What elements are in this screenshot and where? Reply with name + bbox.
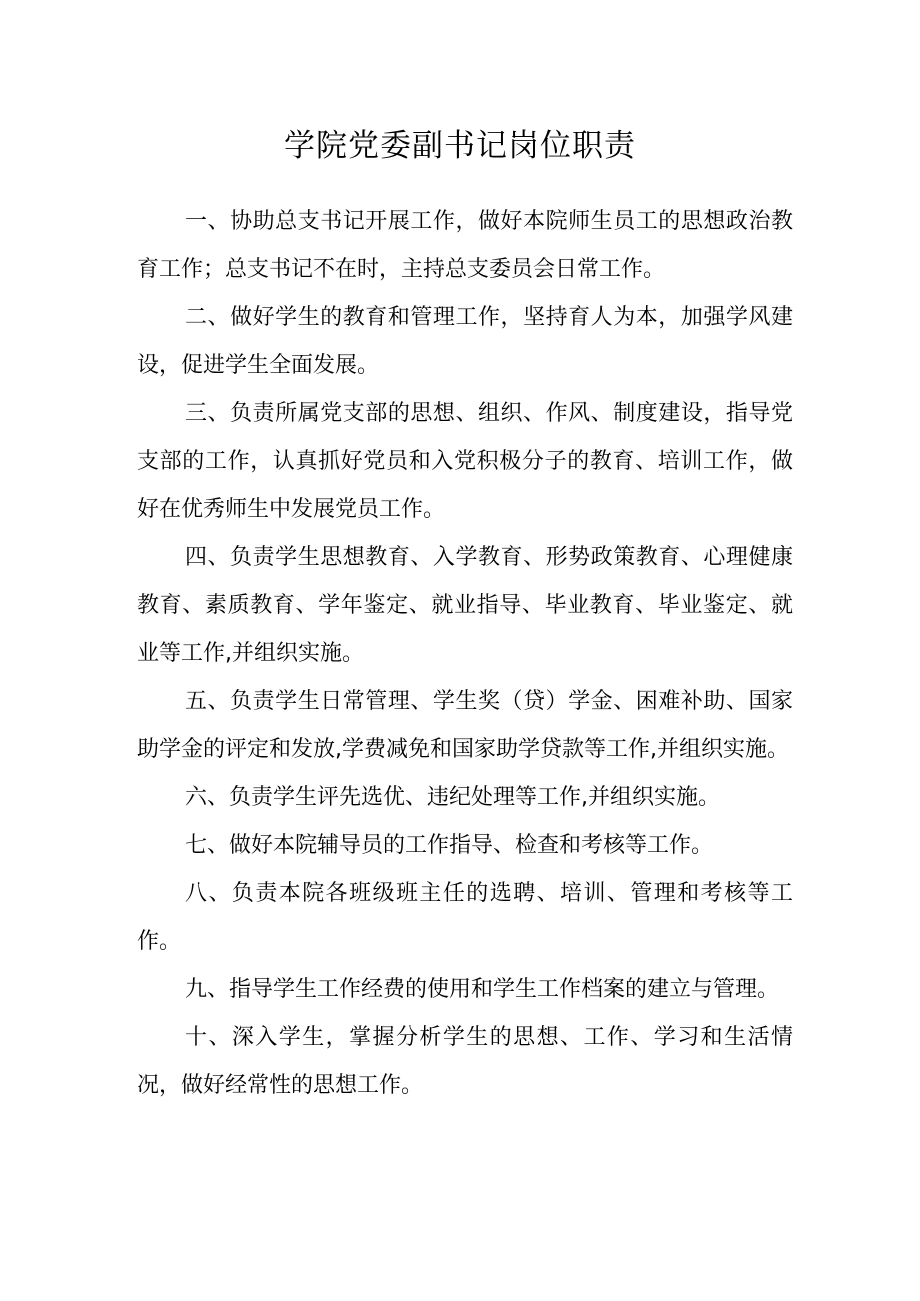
paragraph-4: 四、负责学生思想教育、入学教育、形势政策教育、心理健康教育、素质教育、学年鉴定、就业指导、毕业教育、毕业鉴定、就业等工作,并组织实施。 [137,545,793,666]
paragraph-5: 五、负责学生日常管理、学生奖（贷）学金、困难补助、国家助学金的评定和发放,学费减免和国家助学贷款等工作,并组织实施。 [137,689,793,762]
paragraph-6: 六、负责学生评先选优、违纪处理等工作,并组织实施。 [185,785,720,810]
paragraph-10: 十、深入学生，掌握分析学生的思想、工作、学习和生活情况，做好经常性的思想工作。 [137,1025,793,1098]
paragraph-9: 九、指导学生工作经费的使用和学生工作档案的建立与管理。 [185,977,780,1002]
paragraph-3: 三、负责所属党支部的思想、组织、作风、制度建设，指导党支部的工作，认真抓好党员和入党积极分子的教育、培训工作，做好在优秀师生中发展党员工作。 [137,401,793,522]
paragraph-1: 一、协助总支书记开展工作，做好本院师生员工的思想政治教育工作；总支书记不在时，主持总支委员会日常工作。 [137,209,793,282]
paragraph-7: 七、做好本院辅导员的工作指导、检查和考核等工作。 [185,833,714,858]
document-title: 学院党委副书记岗位职责 [284,128,636,164]
paragraph-8: 八、负责本院各班级班主任的选聘、培训、管理和考核等工作。 [137,881,793,954]
document-body [137,198,793,1110]
paragraph-2: 二、做好学生的教育和管理工作，坚持育人为本，加强学风建设，促进学生全面发展。 [137,305,793,378]
